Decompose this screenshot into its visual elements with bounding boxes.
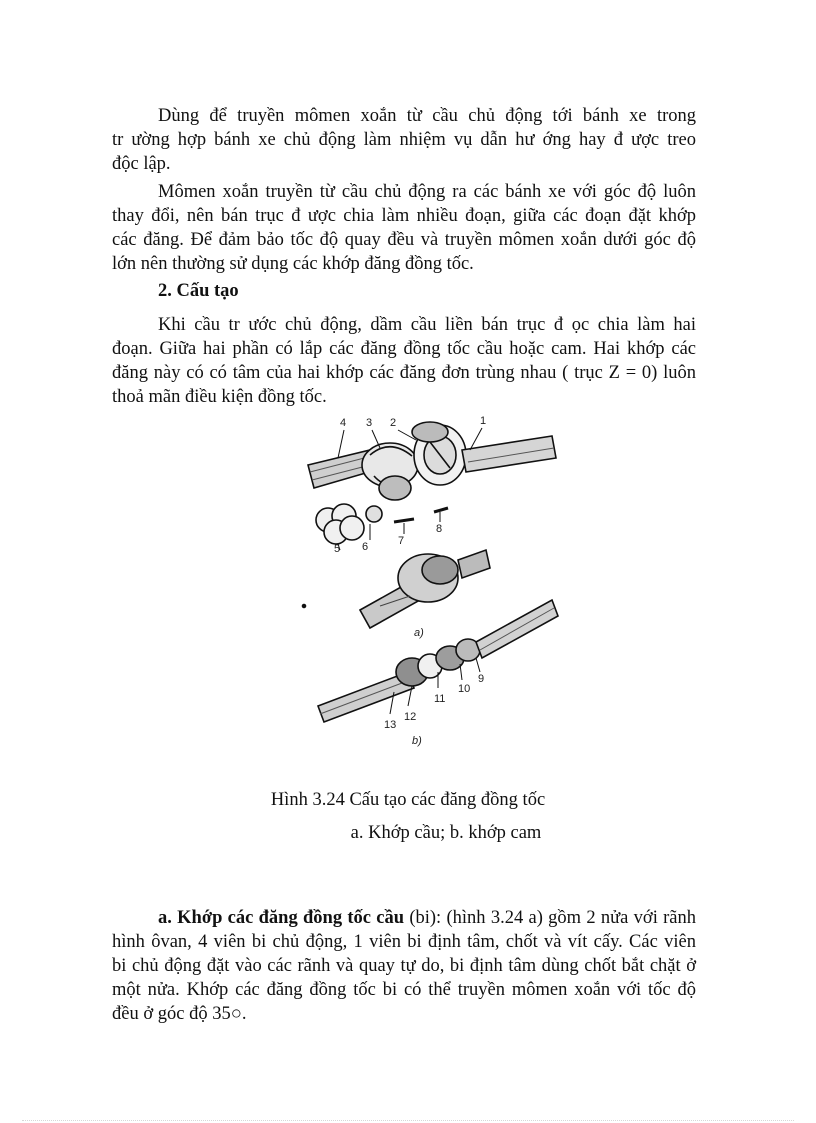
assembled-joint-drawing [303,550,491,628]
paragraph-4 [112,906,696,1026]
text-line: các đăng. Để đảm bảo tốc độ quay đều và truyền mômen xoắn dưới góc độ [112,230,696,250]
figure-caption-subtitle: a. Khớp cầu; b. khớp cam [350,823,542,843]
paragraph-3 [112,313,696,409]
figure-label: 9 [478,673,485,685]
text-line: đăng này có có tâm của hai khớp các đăng đơn trùng nhau ( trục Z = 0) luôn [112,363,696,383]
text-line: tr ường hợp bánh xe chủ động làm nhiệm vụ dẫn hư ớng hay đ ược treo [112,130,696,150]
text-line [112,906,696,930]
figure-caption-title: Hình 3.24 Cấu tạo các đăng đồng tốc [270,790,546,810]
figure-label: 7 [398,535,405,547]
text-line: Khi cầu tr ước chủ động, dầm cầu liền bán trục đ ọc chia làm hai [158,315,696,335]
text-line: một nửa. Khớp các đăng đồng tốc bi có thể truyền mômen xoắn với tốc độ [112,980,696,1000]
text-line: đều ở góc độ 35○. [112,1004,247,1024]
figure-sub-label: a) [414,627,424,639]
figure-label: 6 [362,541,369,553]
paragraph-2 [112,180,696,276]
figure-label: 12 [404,711,417,723]
paragraph-1 [112,104,696,176]
text-line: hình ôvan, 4 viên bi chủ động, 1 viên bi định tâm, chốt và vít cấy. Các viên [112,932,696,952]
figure-3-24 [290,410,580,755]
text-line: đoạn. Giữa hai phần có lắp các đăng đồng tốc cầu hoặc cam. Hai khớp các [112,339,696,359]
page-bottom-rule [22,1120,794,1121]
text-line: thay đổi, nên bán trục đ ược chia làm nhiều đoạn, giữa các đoạn đặt khớp [112,206,696,226]
figure-label: 3 [366,417,373,429]
figure-sub-label: b) [412,735,422,747]
text-line: độc lập. [112,154,171,174]
figure-label: 13 [384,719,397,731]
figure-label: 10 [458,683,471,695]
bold-lead: a. Khớp các đăng đồng tốc cầu [158,908,405,928]
text-line: Mômen xoắn truyền từ cầu chủ động ra các bánh xe với góc độ luôn [158,182,696,202]
text-line: lớn nên thường sử dụng các khớp đăng đồng tốc. [112,254,474,274]
figure-label: 2 [390,417,397,429]
figure-label: 8 [436,523,443,535]
text-line: bi chủ động đặt vào các rãnh và quay tự do, bi định tâm dùng chốt bắt chặt ở [112,956,696,976]
text-run: (bi): (hình 3.24 a) gồm 2 nửa với rãnh [404,908,696,928]
text-line: thoả mãn điều kiện đồng tốc. [112,387,327,407]
section-heading: 2. Cấu tạo [158,281,239,301]
text-line: Dùng để truyền mômen xoắn từ cầu chủ động tới bánh xe trong [158,106,696,126]
ball-joint-drawing [308,422,556,500]
figure-label: 11 [434,693,446,705]
figure-label: 5 [334,543,341,555]
figure-label: 1 [480,415,487,427]
figure-label: 4 [340,417,347,429]
